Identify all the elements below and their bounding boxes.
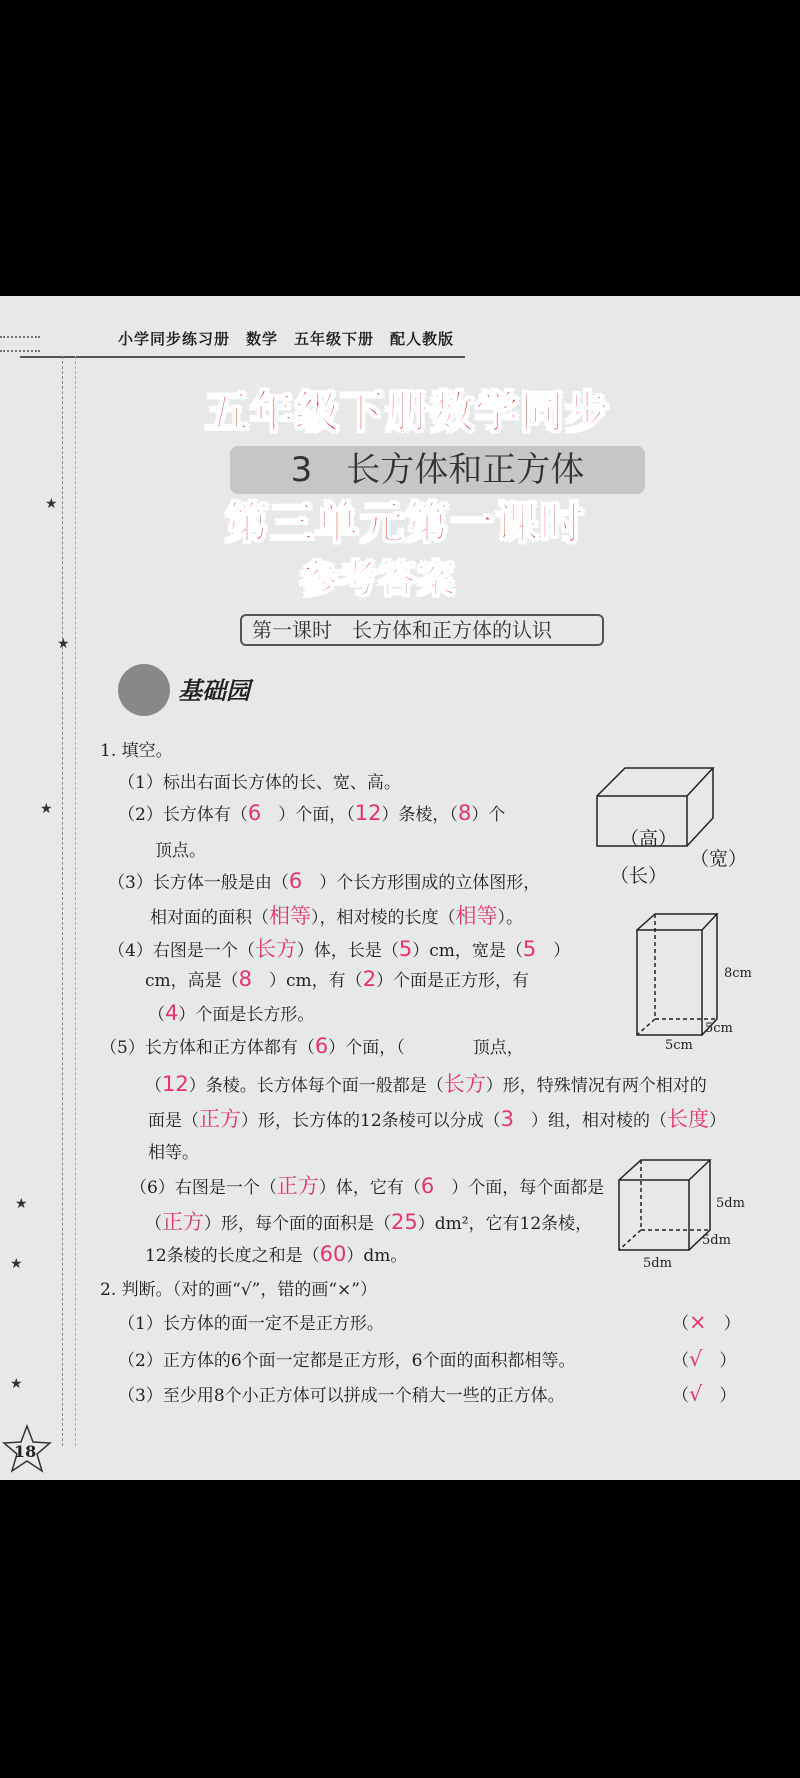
answer: 8 bbox=[238, 967, 253, 991]
header-dots bbox=[0, 336, 40, 352]
answer: 2 bbox=[362, 967, 377, 991]
question-text: 2. 判断。（对的画“√”，错的画“×”） bbox=[100, 1280, 377, 1300]
question-text: ） bbox=[536, 941, 571, 961]
exercise-line bbox=[108, 868, 540, 893]
exercise-line bbox=[118, 768, 401, 793]
judge-answer-2: （√ ） bbox=[672, 1347, 737, 1371]
question-text: （ bbox=[145, 1214, 162, 1234]
question-text: 12条棱的长度之和是（ bbox=[145, 1246, 320, 1266]
question-text: ）个面，（ 顶点， bbox=[328, 1038, 524, 1058]
question-text: （2）长方体有（ bbox=[118, 805, 248, 825]
question-text: ）体，它有（ bbox=[318, 1178, 421, 1198]
chapter-banner: 3 长方体和正方体 bbox=[230, 446, 645, 494]
question-text: （6）右图是一个（ bbox=[130, 1178, 277, 1198]
workbook-page bbox=[0, 296, 800, 1480]
exercise-line bbox=[148, 1000, 314, 1025]
length-label: 5cm bbox=[665, 1038, 693, 1053]
exercise-line bbox=[148, 1138, 199, 1163]
question-text: ），相对棱的长度（ bbox=[311, 908, 456, 928]
question-text: 相对面的面积（ bbox=[150, 908, 269, 928]
question-text: 面是（ bbox=[148, 1111, 199, 1131]
length-label: 5dm bbox=[643, 1256, 672, 1271]
question-text: （3）长方体一般是由（ bbox=[108, 873, 289, 893]
width-label: 5cm bbox=[705, 1021, 733, 1036]
answer: 正方 bbox=[162, 1210, 204, 1234]
atom-icon bbox=[118, 664, 170, 716]
question-text: ）个面是正方形，有 bbox=[376, 971, 530, 991]
question-text: ） bbox=[709, 1111, 727, 1131]
answer: 长方 bbox=[443, 1072, 486, 1096]
judge-answer-1: （× ） bbox=[672, 1310, 741, 1334]
question-text: ）条棱，（ bbox=[381, 805, 458, 825]
question-text: ）dm。 bbox=[346, 1246, 408, 1266]
star-icon: ★ bbox=[10, 1376, 23, 1392]
exercise-line bbox=[118, 1381, 565, 1406]
star-icon: ★ bbox=[57, 636, 70, 652]
question-text: ）个面，每个面都是 bbox=[434, 1178, 605, 1198]
answer: 6 bbox=[247, 801, 262, 825]
cuboid-figure-2 bbox=[635, 912, 720, 1037]
star-icon: ★ bbox=[10, 1256, 23, 1272]
question-text: ）cm，有（ bbox=[252, 971, 363, 991]
question-text: ）形，每个面的面积是（ bbox=[204, 1214, 391, 1234]
star-icon: ★ bbox=[15, 1196, 28, 1212]
answer: 5 bbox=[398, 937, 413, 961]
header-divider bbox=[20, 356, 465, 358]
exercise-line bbox=[100, 1275, 377, 1300]
question-text: ）dm²，它有12条棱， bbox=[417, 1214, 593, 1234]
question-text: （1）标出右面长方体的长、宽、高。 bbox=[118, 773, 401, 793]
section-title: 基础园 bbox=[178, 676, 250, 705]
question-text: 相等。 bbox=[148, 1143, 199, 1163]
question-text: cm，高是（ bbox=[145, 971, 239, 991]
height-label: 5dm bbox=[716, 1196, 745, 1211]
overlay-answer-label: 参考答案 bbox=[300, 557, 457, 601]
exercise-line bbox=[148, 1103, 726, 1133]
answer: 25 bbox=[391, 1210, 418, 1234]
question-text: （5）长方体和正方体都有（ bbox=[100, 1038, 315, 1058]
answer: 12 bbox=[354, 801, 382, 825]
margin-line bbox=[62, 356, 63, 1446]
cuboid-length-label: （长） bbox=[610, 865, 668, 887]
cuboid-width-label: （宽） bbox=[690, 848, 748, 870]
answer: 8 bbox=[457, 801, 472, 825]
page-number: 18 bbox=[14, 1442, 37, 1461]
exercise-line bbox=[150, 900, 523, 930]
question-text: （4）右图是一个（ bbox=[108, 941, 255, 961]
answer: 正方 bbox=[276, 1174, 319, 1198]
exercise-line bbox=[108, 933, 570, 963]
width-label: 5dm bbox=[702, 1233, 731, 1248]
answer: 12 bbox=[162, 1072, 189, 1096]
question-text: ）个长方形围成的立体图形， bbox=[302, 873, 541, 893]
question-text: ）体，长是（ bbox=[296, 941, 399, 961]
answer: 3 bbox=[500, 1107, 515, 1131]
overlay-title: 五年级下册数学同步 bbox=[205, 387, 610, 438]
question-text: ）个面，（ bbox=[261, 805, 355, 825]
exercise-line bbox=[118, 800, 505, 825]
question-text: （ bbox=[145, 1076, 162, 1096]
exercise-line bbox=[145, 966, 529, 991]
book-header: 小学同步练习册 数学 五年级下册 配人教版 bbox=[118, 330, 455, 348]
answer: 6 bbox=[314, 1034, 329, 1058]
lesson-title: 第一课时 长方体和正方体的认识 bbox=[240, 614, 604, 646]
answer: 相等 bbox=[455, 904, 498, 928]
question-text: （1）长方体的面一定不是正方形。 bbox=[118, 1314, 384, 1334]
star-icon: ★ bbox=[40, 801, 53, 817]
question-text: ）个面是长方形。 bbox=[178, 1005, 315, 1025]
answer: 正方 bbox=[199, 1107, 241, 1131]
question-text: ）条棱。长方体每个面一般都是（ bbox=[188, 1076, 444, 1096]
exercise-line bbox=[155, 836, 206, 861]
question-text: ）形，长方体的12条棱可以分成（ bbox=[241, 1111, 501, 1131]
answer: 6 bbox=[288, 869, 303, 893]
answer: 5 bbox=[522, 937, 537, 961]
answer: 6 bbox=[420, 1174, 435, 1198]
answer: 长度 bbox=[667, 1107, 710, 1131]
exercise-line bbox=[145, 1241, 407, 1266]
answer: 相等 bbox=[269, 904, 311, 928]
cuboid-height-label: （高） bbox=[620, 828, 678, 850]
question-text: （ bbox=[148, 1005, 165, 1025]
question-text: ）组，相对棱的（ bbox=[514, 1111, 668, 1131]
question-text: ）cm，宽是（ bbox=[412, 941, 523, 961]
star-icon: ★ bbox=[45, 496, 58, 512]
exercise-line bbox=[118, 1346, 575, 1371]
question-text: （3）至少用8个小正方体可以拼成一个稍大一些的正方体。 bbox=[118, 1386, 565, 1406]
answer: 4 bbox=[165, 1001, 179, 1025]
exercise-line bbox=[145, 1206, 592, 1236]
overlay-subtitle: 第三单元第一课时 bbox=[225, 498, 585, 549]
exercise-line bbox=[145, 1068, 707, 1098]
question-text: 1. 填空。 bbox=[100, 741, 173, 761]
height-label: 8cm bbox=[724, 966, 752, 981]
exercise-line bbox=[118, 1309, 384, 1334]
cube-figure bbox=[617, 1158, 712, 1253]
question-text: （2）正方体的6个面一定都是正方形，6个面的面积都相等。 bbox=[118, 1351, 576, 1371]
exercise-line bbox=[100, 1033, 524, 1058]
margin-line bbox=[75, 356, 76, 1446]
question-text: ）形，特殊情况有两个相对的 bbox=[485, 1076, 707, 1096]
exercise-line bbox=[100, 736, 173, 761]
question-text: ）。 bbox=[497, 908, 523, 928]
answer: 长方 bbox=[254, 937, 297, 961]
answer: 60 bbox=[319, 1242, 347, 1266]
exercise-line bbox=[130, 1170, 604, 1200]
question-text: 顶点。 bbox=[155, 841, 206, 861]
judge-answer-3: （√ ） bbox=[672, 1382, 737, 1406]
question-text: ）个 bbox=[471, 805, 506, 825]
